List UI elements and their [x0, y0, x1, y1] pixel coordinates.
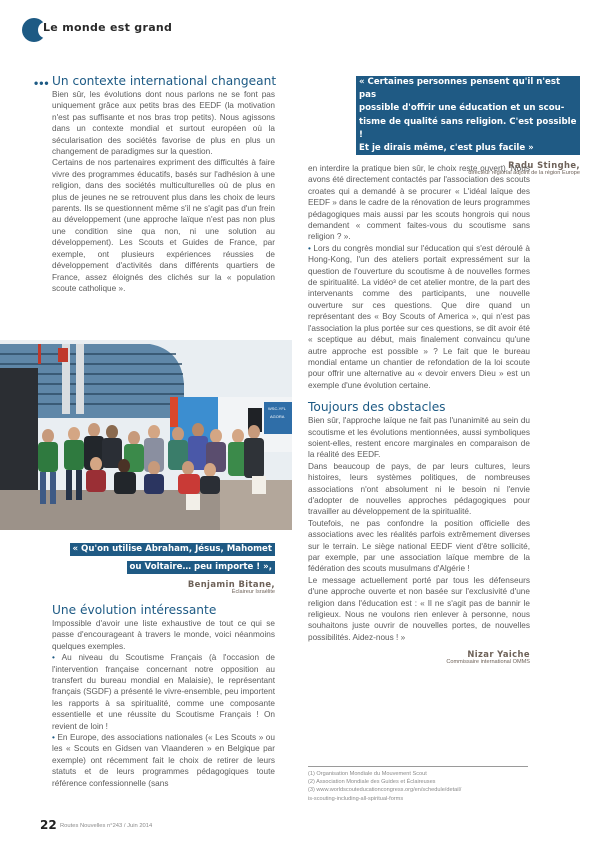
quote-line: tisme de qualité sans religion. C'est possible ! [359, 116, 577, 140]
group-photo [0, 340, 292, 530]
footnotes [308, 770, 530, 803]
footnote-link[interactable]: (3) www.worldscouteducationcongress.org/en/schedule/detail/ [308, 787, 462, 794]
quote-author: Radu Stinghe, [508, 160, 580, 171]
section-title: Une évolution intéressante [52, 603, 217, 617]
quote-line: « Certaines personnes pensent qu'il n'est pas [359, 77, 561, 101]
quote-author-role: Éclaireur Israélite [231, 589, 275, 596]
footnote: (1) Organisation Mondiale du Mouvement Scout [308, 771, 427, 777]
signature-author: Nizar Yaiche [467, 649, 530, 660]
paragraph: Certains de nos partenaires expriment des difficultés à faire vivre des programmes éducatifs, basés sur l'adhésion à une religion, dans des sociétés multiculturelles où de plus en plus de jeunes ne se retrouvent plus dans les choix de leurs parents. Ils se questionnent même s'il ne s'agit pas d'un frein au développement (une approche laïque n'est pas non plus une condition sine qua non, ni une solution au développement). Les Scouts et Guides de France, par exemple, ont plusieurs expériences réussies de développement d'activités dans différents quartiers de France, assez éloignés des clichés sur la « population scoute catholique ». [52, 158, 275, 293]
pull-quote-stinghe [356, 76, 580, 176]
section-title: Un contexte international changeant [52, 74, 277, 88]
paragraph: Toutefois, ne pas confondre la position officielle des associations avec les réalités parfois extrêmement diverses sur le terrain. Le siège national EEDF vient d'être sollicité, par exemple, par une association laïque membre de la fédération des scouts musulmans d'Algérie ! [308, 518, 530, 574]
article-body [308, 415, 530, 643]
svg-text:AGORA: AGORA [270, 414, 285, 419]
paragraph: Le message actuellement porté par tous les défenseurs d'une approche ouverte et non basée sur l'exclusivité d'une religion dans l'éducation est : « Il ne s'agit pas de bannir le religieux. Nous ne voulons rien enlever à personne, nous souhaitons juste ouvrir de nouvelles portes, de nouvelles possibilités. Aidez-nous ! » [308, 575, 530, 642]
article-body [308, 163, 530, 391]
quote-line: « Qu'on utilise Abraham, Jésus, Mahomet [70, 543, 275, 556]
bullet-paragraph: • En Europe, des associations nationales (« Les Scouts » ou les « Scouts en Gidsen van Vlaanderen » en Belgique par exemple) ont récemment fait le choix de retirer de leurs statuts et de leurs programmes pédagogiques toute référence confessionnelle (sans [52, 732, 275, 789]
section-contexte [52, 74, 275, 294]
page-number: 22 [40, 818, 57, 832]
section-evolution [52, 603, 275, 789]
footnote-link[interactable]: is-scouting-including-all-spiritual-forms [308, 795, 404, 802]
photo-illustration [0, 340, 292, 530]
article-continuation [308, 163, 530, 665]
sign-text: WSC-YFL [268, 406, 286, 411]
bullet-paragraph: • Au niveau du Scoutisme Français (à l'occasion de l'intervention française concernant notre opposition au transfert du bureau mondial en Malaisie), le représentant français (SGDF) a présenté le vivre-ensemble, peu importent les rapports à sa spiritualité, comme une composante essentielle et une réussite du Scoutisme Français ! On revient de loin ! [52, 652, 275, 732]
quote-line: Et je dirais même, c'est plus facile » [359, 143, 534, 154]
bullet-paragraph: • Lors du congrès mondial sur l'éducation qui s'est déroulé à Hong-Kong, l'un des ateliers portait expressément sur la question de l'ouverture du scoutisme à de nouvelles formes de spiritualité. La vidéo³ de cet atelier montre, de la part des intervenants comme des participants, une nouvelle ouverture sur ces questions. Que dire quand un représentant des « Boy Scouts of America », qui n'est pas l'association la plus portée sur ces questions, se dit avoir été « sceptique au début, mais finalement convaincu qu'une autre approche est possible » ? Le fait que le bureau mondial entame un chantier de refondation de la loi scoute pour offrir une alternative au « devoir envers Dieu » est un exemple d'une évolution certaine. [308, 243, 530, 391]
footnote-divider [308, 766, 528, 767]
paragraph: Impossible d'avoir une liste exhaustive de tout ce qui se passe d'encourageant à travers le monde, voici néanmoins quelques exemples. [52, 619, 275, 651]
section-title: Toujours des obstacles [308, 400, 446, 415]
paragraph: Dans beaucoup de pays, de par leurs cultures, leurs histoires, leurs systèmes politiques, de nombreuses associations n'ont absolument ni le besoin ni l'envie d'adopter de nouvelles approches pédagogiques pour travailler au développement de la spiritualité. [308, 461, 530, 517]
article-body [52, 89, 275, 294]
article-body [52, 618, 275, 789]
quote-author: Benjamin Bitane, [187, 579, 275, 590]
pull-quote-bitane [43, 538, 275, 595]
section-dots-icon: ••• [34, 76, 50, 90]
quote-box [356, 76, 580, 155]
publication-info: Routes Nouvelles n°243 / Juin 2014 [60, 823, 153, 829]
quote-line: ou Voltaire… peu importe ! », [127, 561, 276, 574]
signature-role: Commissaire international OMMS [446, 659, 530, 666]
section-header-title: Le monde est grand [43, 21, 173, 34]
paragraph: Bien sûr, les évolutions dont nous parlons ne se font pas uniquement grâce aux petits bras des EEDF (la motivation n'est pas suffisante et nos bras trop petits). Nous agissons dans un contexte mondial et surtout européen où la sécularisation des sociétés favorise de plus en plus un changement de paradigmes sur la question. [52, 90, 275, 157]
footnote: (2) Association Mondiale des Guides et Éclaireuses [308, 779, 436, 786]
paragraph: Bien sûr, l'approche laïque ne fait pas l'unanimité au sein du scoutisme et les évolutions mentionnées, aussi symboliques soient-elles, restent encore marginales en comparaison de la réalité des EEDF. [308, 416, 530, 460]
paragraph: en interdire la pratique bien sûr, le choix reste ouvert). Nous avons été directement contactés par l'association des scouts croates qui a demandé à se procurer « L'idéal laïque des EEDF » dans le cadre de la rénovation de leurs programmes pédagogiques mais aussi par les scouts hongrois qui nous demandent « comment faites-vous du scoutisme sans religion ? ». [308, 164, 530, 242]
quote-author-role: directeur régional adjoint de la région Europe [468, 170, 580, 177]
quote-line: possible d'offrir une éducation et un scou- [359, 103, 565, 114]
